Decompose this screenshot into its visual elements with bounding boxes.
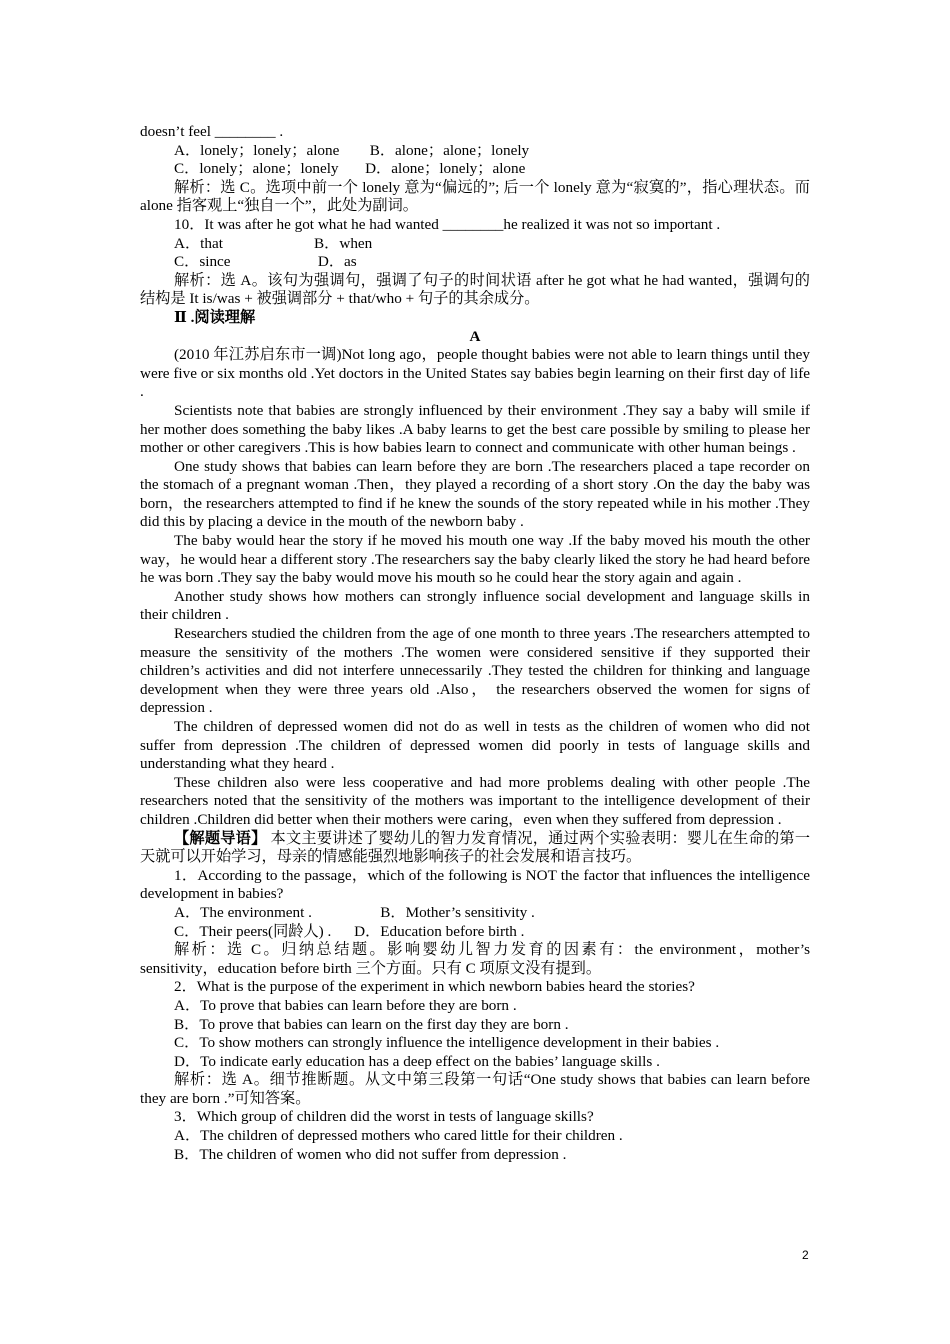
q10-analysis: 解析：选 A。该句为强调句，强调了句子的时间状语 after he got what he had wanted，强调句的结构是 It is/was + 被强调部分 + that/who + 句子的其余成分。 <box>140 271 810 308</box>
passage-paragraph: The children of depressed women did not do as well in tests as the children of women who did not suffer from depression .The children of depressed women did poorly in tests of language skills and understanding what they heard . <box>140 718 810 773</box>
reading-guide-label: 【解题导语】 <box>174 829 267 847</box>
r2-option: B．To prove that babies can learn on the first day they are born . <box>174 1015 569 1033</box>
passage-paragraph: Scientists note that babies are strongly influenced by their environment .They say a baby will smile if her mother does something the baby likes .A baby learns to get the best care possible by smiling to please her mother or other caregivers .This is how babies learn to connect and communicate with other human beings . <box>140 401 810 457</box>
section-title: Ⅱ .阅读理解 <box>174 308 256 326</box>
r3-option: B．The children of women who did not suffer from depression . <box>174 1145 567 1163</box>
passage-paragraph: Another study shows how mothers can strongly influence social development and language skills in their children . <box>140 587 810 624</box>
q10-options-row2: C．since D．as <box>174 253 357 271</box>
r1-options-row2: C．Their peers(同龄人) . D．Education before birth . <box>174 922 525 940</box>
r2-option: C．To show mothers can strongly influence the intelligence development in their babies . <box>174 1034 720 1052</box>
r2-option: D．To indicate early education has a deep effect on the babies’ language skills . <box>174 1052 660 1070</box>
document-page <box>140 123 810 1164</box>
r2-option: A．To prove that babies can learn before they are born . <box>174 996 517 1014</box>
passage-paragraph: The baby would hear the story if he moved his mouth one way .If the baby moved his mouth the other way，he would hear a different story .The researchers say the baby clearly liked the story he had heard before he was born .They say the baby would move his mouth so he could hear the story again and again . <box>140 532 810 587</box>
q9-stem-tail: doesn’t feel ________ . <box>140 123 284 140</box>
reading-guide-text: 本文主要讲述了婴幼儿的智力发育情况，通过两个实验表明：婴儿在生命的第一天就可以开始学习，母亲的情感能强烈地影响孩子的社会发展和语言技巧。 <box>140 829 811 866</box>
passage-paragraph: One study shows that babies can learn before they are born .The researchers placed a tape recorder on the stomach of a pregnant woman .Then，they played a recording of a short story .On the day the baby was born，the researchers attempted to find if he knew the sounds of the story repeated while in his mother .They did this by placing a device in the mouth of the newborn baby . <box>140 457 810 531</box>
passage-paragraph: (2010 年江苏启东市一调)Not long ago，people thought babies were not able to learn things until they were five or six months old .Yet doctors in the United States say babies begin learning on their first day of life . <box>140 346 810 401</box>
q10-stem: 10．It was after he got what he had wanted ________he realized it was not so important . <box>174 215 721 233</box>
reading-guide <box>140 830 810 867</box>
r1-analysis: 解析：选 C。归纳总结题。影响婴幼儿智力发育的因素有：the environment，mother’s sensitivity，education before birth 三个方面。只有 C 项原文没有提到。 <box>140 941 810 977</box>
passage-paragraph: These children also were less cooperative and had more problems dealing with other people .The researchers noted that the sensitivity of the mothers was important to the intelligence development of their children .Children did better when their mothers were caring，even when they suffered from depression . <box>140 773 810 828</box>
r2-analysis: 解析：选 A。细节推断题。从文中第三段第一句话“One study shows that babies can learn before they are born .”可知答案。 <box>140 1071 810 1107</box>
r2-stem: 2．What is the purpose of the experiment in which newborn babies heard the stories? <box>174 978 695 996</box>
r1-stem: 1．According to the passage，which of the following is NOT the factor that influences the intelligence development in babies? <box>140 866 810 903</box>
q10-options-row1: A．that B．when <box>174 234 373 252</box>
q9-options-row2: C．lonely；alone；lonely D．alone；lonely；alone <box>174 160 526 178</box>
page-number: 2 <box>802 1248 809 1262</box>
r3-option: A．The children of depressed mothers who cared little for their children . <box>174 1127 623 1145</box>
q9-analysis: 解析：选 C。选项中前一个 lonely 意为“偏远的”; 后一个 lonely 意为“寂寞的”，指心理状态。而 alone 指客观上“独自一个”，此处为副词。 <box>140 178 810 215</box>
r1-options-row1: A．The environment . B．Mother’s sensitivity . <box>174 903 535 921</box>
r3-stem: 3．Which group of children did the worst in tests of language skills? <box>174 1108 594 1126</box>
passage-paragraph: Researchers studied the children from the age of one month to three years .The researchers attempted to measure the sensitivity of the mothers .The women were considered sensitive if they supported their children’s activities and did not interfere unnecessarily .They tested the children for thinking and language development when they were three years old .Also， the researchers observed the women for signs of depression . <box>140 625 810 717</box>
passage-title: A <box>469 327 481 345</box>
q9-options-row1: A．lonely；lonely；alone B．alone；alone；lonely <box>174 141 530 159</box>
